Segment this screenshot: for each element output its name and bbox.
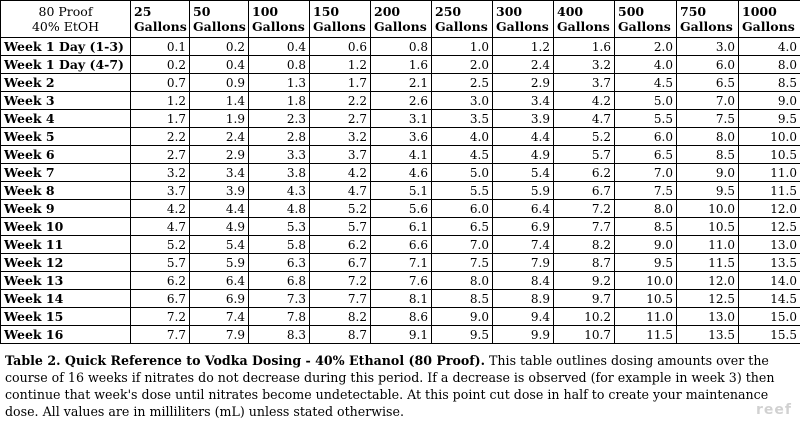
dose-cell: 2.4 (493, 56, 554, 74)
column-unit: Gallons (496, 19, 549, 34)
dose-cell: 2.9 (190, 146, 249, 164)
dose-cell: 3.2 (131, 164, 190, 182)
dose-cell: 1.7 (131, 110, 190, 128)
dose-cell: 1.8 (249, 92, 310, 110)
dose-cell: 0.4 (249, 38, 310, 56)
dose-cell: 5.7 (554, 146, 615, 164)
table-row (1, 254, 800, 272)
dose-cell: 1.9 (190, 110, 249, 128)
dose-cell: 0.6 (310, 38, 371, 56)
dose-cell: 1.2 (493, 38, 554, 56)
dose-cell: 5.4 (190, 236, 249, 254)
dose-cell: 11.5 (615, 326, 677, 344)
dose-cell: 7.8 (249, 308, 310, 326)
dose-cell: 6.4 (493, 200, 554, 218)
dose-cell: 7.5 (615, 182, 677, 200)
dose-cell: 2.3 (249, 110, 310, 128)
column-header (739, 1, 800, 38)
dose-cell: 2.2 (131, 128, 190, 146)
dose-cell: 6.3 (249, 254, 310, 272)
column-volume: 500 (618, 4, 645, 19)
dose-cell: 7.1 (371, 254, 432, 272)
dose-cell: 5.5 (615, 110, 677, 128)
column-header (310, 1, 371, 38)
table-row (1, 272, 800, 290)
table-row (1, 56, 800, 74)
row-label: Week 8 (1, 182, 131, 200)
dose-cell: 3.0 (677, 38, 739, 56)
dose-cell: 6.0 (615, 128, 677, 146)
dose-cell: 4.6 (371, 164, 432, 182)
dose-cell: 8.5 (739, 74, 800, 92)
dose-cell: 0.1 (131, 38, 190, 56)
dose-cell: 5.0 (432, 164, 493, 182)
dose-cell: 8.0 (739, 56, 800, 74)
dose-cell: 5.4 (493, 164, 554, 182)
column-unit: Gallons (134, 19, 187, 34)
column-volume: 300 (496, 4, 523, 19)
dose-cell: 6.5 (677, 74, 739, 92)
table-row (1, 218, 800, 236)
dose-cell: 0.2 (131, 56, 190, 74)
dose-cell: 4.9 (493, 146, 554, 164)
column-header (190, 1, 249, 38)
dose-cell: 6.9 (493, 218, 554, 236)
dose-cell: 4.0 (739, 38, 800, 56)
dose-cell: 8.0 (615, 200, 677, 218)
dose-cell: 4.8 (249, 200, 310, 218)
dose-cell: 11.0 (615, 308, 677, 326)
dose-cell: 6.7 (310, 254, 371, 272)
header-row (1, 1, 800, 38)
dose-cell: 1.7 (310, 74, 371, 92)
row-label: Week 14 (1, 290, 131, 308)
dose-cell: 7.4 (493, 236, 554, 254)
dose-cell: 8.3 (249, 326, 310, 344)
dose-cell: 12.0 (739, 200, 800, 218)
dose-cell: 6.1 (371, 218, 432, 236)
column-unit: Gallons (252, 19, 305, 34)
dose-cell: 8.5 (432, 290, 493, 308)
column-header (615, 1, 677, 38)
table-row (1, 164, 800, 182)
dose-cell: 6.7 (554, 182, 615, 200)
dose-cell: 10.5 (739, 146, 800, 164)
dose-cell: 10.7 (554, 326, 615, 344)
dose-cell: 7.4 (190, 308, 249, 326)
dose-cell: 0.2 (190, 38, 249, 56)
dose-cell: 7.7 (554, 218, 615, 236)
column-unit: Gallons (680, 19, 733, 34)
dose-cell: 6.5 (432, 218, 493, 236)
dose-cell: 8.5 (677, 146, 739, 164)
table-row (1, 308, 800, 326)
dose-cell: 4.2 (310, 164, 371, 182)
table-row (1, 326, 800, 344)
dose-cell: 5.6 (371, 200, 432, 218)
dose-cell: 7.0 (432, 236, 493, 254)
dose-cell: 2.5 (432, 74, 493, 92)
dose-cell: 8.0 (432, 272, 493, 290)
dose-cell: 8.7 (310, 326, 371, 344)
dose-cell: 9.5 (677, 182, 739, 200)
dose-cell: 13.5 (677, 326, 739, 344)
dose-cell: 10.0 (739, 128, 800, 146)
dose-cell: 3.7 (554, 74, 615, 92)
dose-cell: 6.0 (432, 200, 493, 218)
dose-cell: 4.0 (615, 56, 677, 74)
dose-cell: 4.9 (190, 218, 249, 236)
row-label: Week 4 (1, 110, 131, 128)
table-caption (5, 352, 795, 420)
table-row (1, 74, 800, 92)
dose-cell: 2.2 (310, 92, 371, 110)
dose-cell: 8.6 (371, 308, 432, 326)
dose-cell: 12.0 (677, 272, 739, 290)
dose-cell: 4.7 (310, 182, 371, 200)
dose-cell: 8.2 (310, 308, 371, 326)
dose-cell: 10.0 (615, 272, 677, 290)
dose-cell: 5.7 (131, 254, 190, 272)
dose-cell: 15.0 (739, 308, 800, 326)
caption-body: This table outlines dosing amounts over the course of 16 weeks if nitrates do not decrease during this period. If a decrease is observed (for example in week 3) then continue that week's dose until nitrates become undetectable. At this point cut dose in half to create your maintenance dose. All values are in milliliters (mL) unless stated otherwise. (5, 353, 775, 419)
dose-cell: 8.9 (493, 290, 554, 308)
dose-cell: 13.5 (739, 254, 800, 272)
dose-cell: 12.5 (677, 290, 739, 308)
column-header (432, 1, 493, 38)
column-header (677, 1, 739, 38)
dose-cell: 7.2 (554, 200, 615, 218)
dose-cell: 4.3 (249, 182, 310, 200)
dose-cell: 4.0 (432, 128, 493, 146)
dose-cell: 5.8 (249, 236, 310, 254)
dose-cell: 1.6 (554, 38, 615, 56)
dose-cell: 9.5 (615, 254, 677, 272)
dose-cell: 2.7 (310, 110, 371, 128)
dose-cell: 13.0 (739, 236, 800, 254)
table-row (1, 38, 800, 56)
dose-cell: 2.9 (493, 74, 554, 92)
dose-cell: 7.0 (677, 92, 739, 110)
dose-cell: 9.1 (371, 326, 432, 344)
dose-cell: 3.1 (371, 110, 432, 128)
row-label: Week 6 (1, 146, 131, 164)
dose-cell: 8.7 (554, 254, 615, 272)
column-unit: Gallons (313, 19, 366, 34)
column-unit: Gallons (435, 19, 488, 34)
table-row (1, 236, 800, 254)
dose-cell: 4.4 (190, 200, 249, 218)
column-volume: 150 (313, 4, 340, 19)
row-label: Week 9 (1, 200, 131, 218)
dose-cell: 7.3 (249, 290, 310, 308)
row-label: Week 2 (1, 74, 131, 92)
dose-cell: 7.7 (310, 290, 371, 308)
dose-cell: 8.5 (615, 218, 677, 236)
dose-cell: 4.5 (432, 146, 493, 164)
dose-cell: 5.2 (554, 128, 615, 146)
dose-cell: 2.8 (249, 128, 310, 146)
dose-cell: 5.7 (310, 218, 371, 236)
dose-cell: 9.0 (432, 308, 493, 326)
table-row (1, 200, 800, 218)
dose-cell: 5.9 (493, 182, 554, 200)
table-row (1, 182, 800, 200)
dose-cell: 2.1 (371, 74, 432, 92)
dose-cell: 9.0 (677, 164, 739, 182)
dose-cell: 2.4 (190, 128, 249, 146)
table-row (1, 92, 800, 110)
dose-cell: 9.0 (739, 92, 800, 110)
dose-cell: 4.2 (554, 92, 615, 110)
table-row (1, 128, 800, 146)
dose-cell: 4.4 (493, 128, 554, 146)
row-label: Week 7 (1, 164, 131, 182)
row-label: Week 15 (1, 308, 131, 326)
column-header (131, 1, 190, 38)
dose-cell: 5.2 (131, 236, 190, 254)
dose-cell: 3.8 (249, 164, 310, 182)
row-label: Week 16 (1, 326, 131, 344)
dose-cell: 3.4 (493, 92, 554, 110)
dose-cell: 0.8 (249, 56, 310, 74)
column-volume: 750 (680, 4, 707, 19)
dose-cell: 9.0 (615, 236, 677, 254)
watermark-logo: reef (756, 402, 792, 418)
dose-cell: 8.4 (493, 272, 554, 290)
dose-cell: 3.2 (310, 128, 371, 146)
row-label: Week 1 Day (1-3) (1, 38, 131, 56)
dose-cell: 3.7 (310, 146, 371, 164)
dose-cell: 3.4 (190, 164, 249, 182)
column-volume: 200 (374, 4, 401, 19)
dose-cell: 6.4 (190, 272, 249, 290)
dose-cell: 10.5 (615, 290, 677, 308)
dose-cell: 5.5 (432, 182, 493, 200)
dose-cell: 5.1 (371, 182, 432, 200)
column-header (371, 1, 432, 38)
row-label: Week 11 (1, 236, 131, 254)
column-unit: Gallons (618, 19, 671, 34)
dose-cell: 9.5 (739, 110, 800, 128)
dose-cell: 8.2 (554, 236, 615, 254)
dose-cell: 2.7 (131, 146, 190, 164)
dose-cell: 15.5 (739, 326, 800, 344)
dose-cell: 3.3 (249, 146, 310, 164)
table-row (1, 290, 800, 308)
dose-cell: 9.2 (554, 272, 615, 290)
dose-cell: 5.0 (615, 92, 677, 110)
dose-cell: 3.6 (371, 128, 432, 146)
dose-cell: 6.0 (677, 56, 739, 74)
dose-cell: 4.7 (554, 110, 615, 128)
table-row (1, 110, 800, 128)
row-label: Week 10 (1, 218, 131, 236)
table-row (1, 146, 800, 164)
dose-cell: 7.5 (677, 110, 739, 128)
dose-cell: 6.7 (131, 290, 190, 308)
dose-cell: 14.5 (739, 290, 800, 308)
row-label: Week 5 (1, 128, 131, 146)
dose-cell: 10.5 (677, 218, 739, 236)
dose-cell: 1.0 (432, 38, 493, 56)
corner-line1: 80 Proof (38, 4, 93, 19)
dose-cell: 4.5 (615, 74, 677, 92)
column-unit: Gallons (557, 19, 610, 34)
dose-cell: 9.5 (432, 326, 493, 344)
dose-cell: 11.5 (677, 254, 739, 272)
column-volume: 25 (134, 4, 152, 19)
column-unit: Gallons (374, 19, 427, 34)
dose-cell: 11.0 (677, 236, 739, 254)
dose-cell: 7.2 (131, 308, 190, 326)
dose-cell: 13.0 (677, 308, 739, 326)
dose-cell: 5.2 (310, 200, 371, 218)
dose-cell: 3.7 (131, 182, 190, 200)
column-volume: 250 (435, 4, 462, 19)
dose-cell: 2.0 (615, 38, 677, 56)
dose-cell: 11.0 (739, 164, 800, 182)
dose-cell: 4.1 (371, 146, 432, 164)
dose-cell: 2.6 (371, 92, 432, 110)
column-unit: Gallons (193, 19, 246, 34)
dose-cell: 7.7 (131, 326, 190, 344)
dose-cell: 0.9 (190, 74, 249, 92)
dose-cell: 14.0 (739, 272, 800, 290)
table-body (1, 38, 800, 344)
column-volume: 1000 (742, 4, 777, 19)
column-header (493, 1, 554, 38)
dose-cell: 9.9 (493, 326, 554, 344)
dose-cell: 12.5 (739, 218, 800, 236)
dose-cell: 6.2 (131, 272, 190, 290)
row-label: Week 12 (1, 254, 131, 272)
column-volume: 100 (252, 4, 279, 19)
dose-cell: 3.0 (432, 92, 493, 110)
dose-cell: 5.3 (249, 218, 310, 236)
dose-cell: 7.9 (190, 326, 249, 344)
dose-cell: 10.2 (554, 308, 615, 326)
dose-cell: 9.4 (493, 308, 554, 326)
column-volume: 400 (557, 4, 584, 19)
dose-cell: 1.2 (310, 56, 371, 74)
dose-cell: 4.2 (131, 200, 190, 218)
row-label: Week 3 (1, 92, 131, 110)
row-label: Week 1 Day (4-7) (1, 56, 131, 74)
dose-cell: 3.2 (554, 56, 615, 74)
dose-cell: 0.7 (131, 74, 190, 92)
dose-cell: 1.6 (371, 56, 432, 74)
dose-cell: 8.1 (371, 290, 432, 308)
dose-cell: 6.2 (310, 236, 371, 254)
dose-cell: 6.9 (190, 290, 249, 308)
dose-cell: 0.4 (190, 56, 249, 74)
dose-cell: 1.3 (249, 74, 310, 92)
dose-cell: 7.5 (432, 254, 493, 272)
dose-cell: 3.5 (432, 110, 493, 128)
column-volume: 50 (193, 4, 211, 19)
dose-cell: 7.0 (615, 164, 677, 182)
column-unit: Gallons (742, 19, 795, 34)
dose-cell: 6.6 (371, 236, 432, 254)
dose-cell: 8.0 (677, 128, 739, 146)
dose-cell: 3.9 (493, 110, 554, 128)
dose-cell: 1.2 (131, 92, 190, 110)
caption-title: Table 2. Quick Reference to Vodka Dosing - 40% Ethanol (80 Proof). (5, 353, 486, 368)
dose-cell: 7.2 (310, 272, 371, 290)
dose-cell: 1.4 (190, 92, 249, 110)
dose-cell: 3.9 (190, 182, 249, 200)
dose-cell: 6.5 (615, 146, 677, 164)
dose-cell: 7.9 (493, 254, 554, 272)
dose-cell: 10.0 (677, 200, 739, 218)
dose-cell: 0.8 (371, 38, 432, 56)
column-header (249, 1, 310, 38)
dose-cell: 6.2 (554, 164, 615, 182)
corner-line2: 40% EtOH (31, 19, 100, 34)
dose-cell: 11.5 (739, 182, 800, 200)
corner-header (1, 1, 131, 38)
dose-cell: 7.6 (371, 272, 432, 290)
row-label: Week 13 (1, 272, 131, 290)
dose-cell: 2.0 (432, 56, 493, 74)
dose-cell: 6.8 (249, 272, 310, 290)
dose-cell: 5.9 (190, 254, 249, 272)
dose-cell: 4.7 (131, 218, 190, 236)
dose-cell: 9.7 (554, 290, 615, 308)
column-header (554, 1, 615, 38)
